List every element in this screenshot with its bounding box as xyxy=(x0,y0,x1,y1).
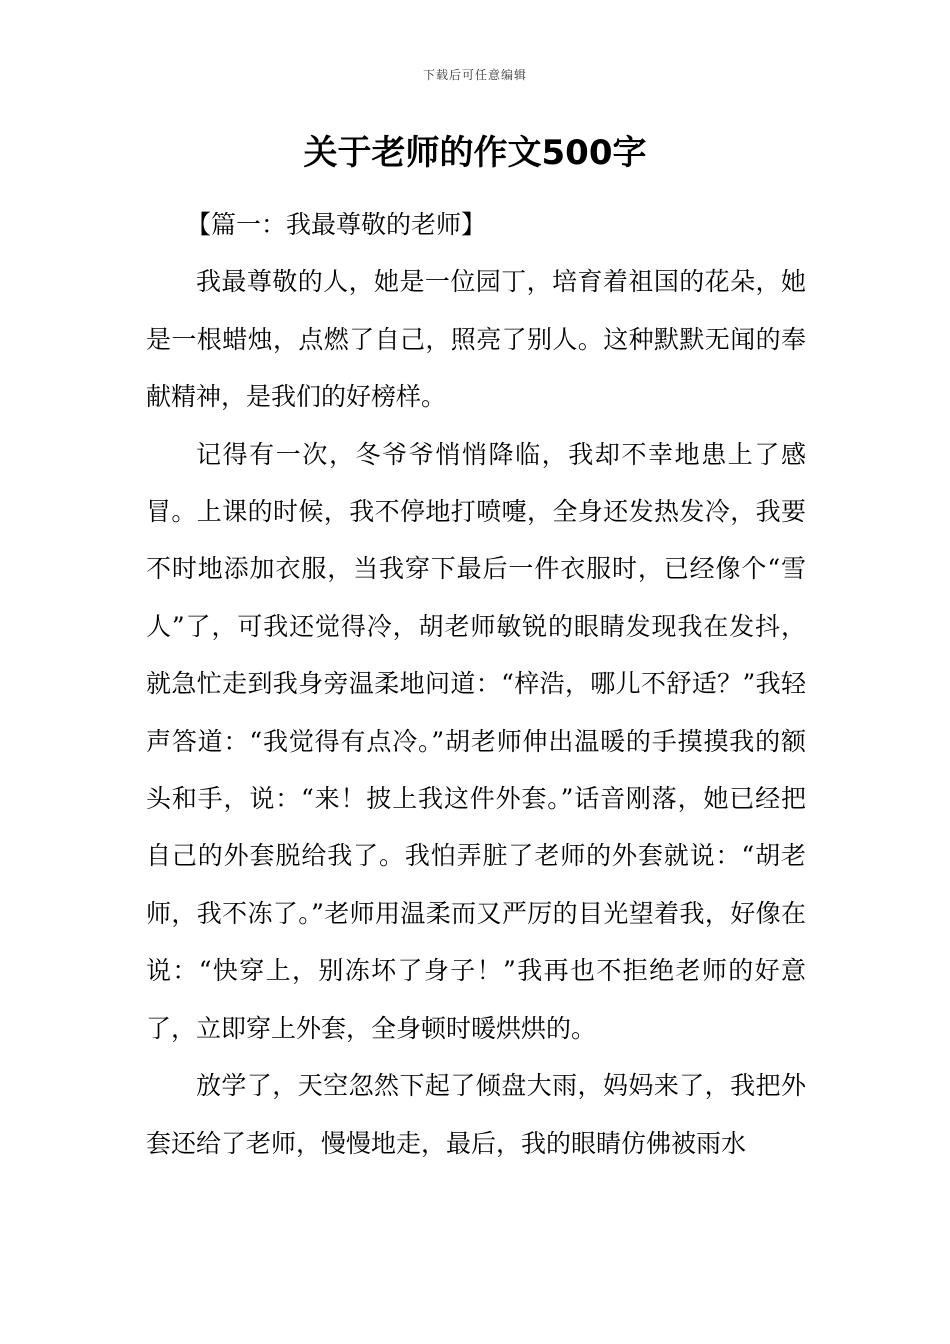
paragraph-1: 我最尊敬的人，她是一位园丁，培育着祖国的花朵，她是一根蜡烛，点燃了自己，照亮了别人。这种默默无闻的奉献精神，是我们的好榜样。 xyxy=(146,267,806,412)
document-body xyxy=(146,196,806,1172)
paragraph-2: 记得有一次，冬爷爷悄悄降临，我却不幸地患上了感冒。上课的时候，我不停地打喷嚏，全身还发热发冷，我要不时地添加衣服，当我穿下最后一件衣服时，已经像个“雪人”了，可我还觉得冷，胡老师敏锐的眼睛发现我在发抖，就急忙走到我身旁温柔地问道：“梓浩，哪儿不舒适？”我轻声答道：“我觉得有点冷。”胡老师伸出温暖的手摸摸我的额头和手，说：“来！披上我这件外套。”话音刚落，她已经把自己的外套脱给我了。我怕弄脏了老师的外套就说：“胡老师，我不冻了。”老师用温柔而又严厉的目光望着我，好像在说：“快穿上，别冻坏了身子！”我再也不拒绝老师的好意了，立即穿上外套，全身顿时暖烘烘的。 xyxy=(146,439,806,1043)
document-title: 关于老师的作文500字 xyxy=(303,133,647,173)
paragraph-3: 放学了，天空忽然下起了倾盘大雨，妈妈来了，我把外套还给了老师，慢慢地走，最后，我的眼睛仿佛被雨水 xyxy=(146,1071,806,1158)
page-header-note: 下载后可任意编辑 xyxy=(422,68,527,82)
section-heading: 【篇一：我最尊敬的老师】 xyxy=(186,210,487,239)
